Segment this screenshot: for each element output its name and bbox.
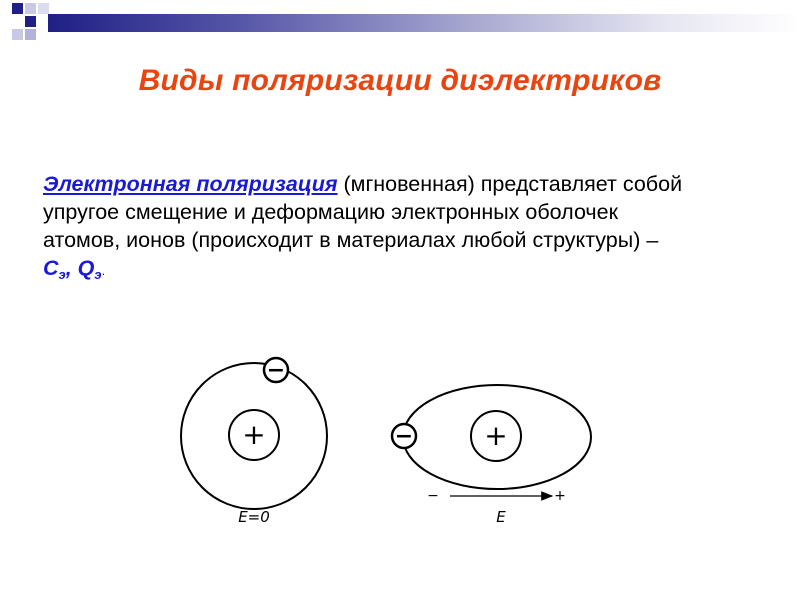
atom-polarized <box>392 385 591 526</box>
plus-sign: + <box>242 418 266 451</box>
end-mark: . <box>101 263 106 278</box>
deco-square <box>12 3 23 14</box>
paragraph-text: упругое смещение и деформацию электронных оболочек <box>43 200 618 224</box>
paragraph-text: атомов, ионов (происходит в материалах любой структуры) – <box>43 228 659 252</box>
minus-sign: − <box>394 424 414 449</box>
field-label: E=0 <box>238 508 270 526</box>
atom-unpolarized <box>181 358 327 526</box>
deco-square <box>38 3 49 14</box>
field-label: E <box>496 508 506 526</box>
header-gradient-bar <box>48 14 800 32</box>
definition-paragraph <box>43 170 763 289</box>
deco-square <box>12 29 23 40</box>
polarization-diagram <box>0 340 800 540</box>
deco-square <box>25 29 36 40</box>
deco-square <box>25 16 36 27</box>
field-minus-label: − <box>427 488 439 504</box>
symbol-separator: , <box>65 256 78 280</box>
plus-sign: + <box>484 419 508 452</box>
minus-sign: − <box>266 358 286 383</box>
symbol-charge: $Q_э$ <box>77 256 102 282</box>
symbol-capacitance: $C_э$ <box>43 256 66 282</box>
field-plus-label: + <box>554 488 566 504</box>
slide-title: Виды поляризации диэлектриков <box>138 64 662 97</box>
term-link[interactable]: Электронная поляризация <box>43 172 338 196</box>
paragraph-text: (мгновенная) представляет собой <box>337 172 683 196</box>
deco-square <box>25 3 36 14</box>
